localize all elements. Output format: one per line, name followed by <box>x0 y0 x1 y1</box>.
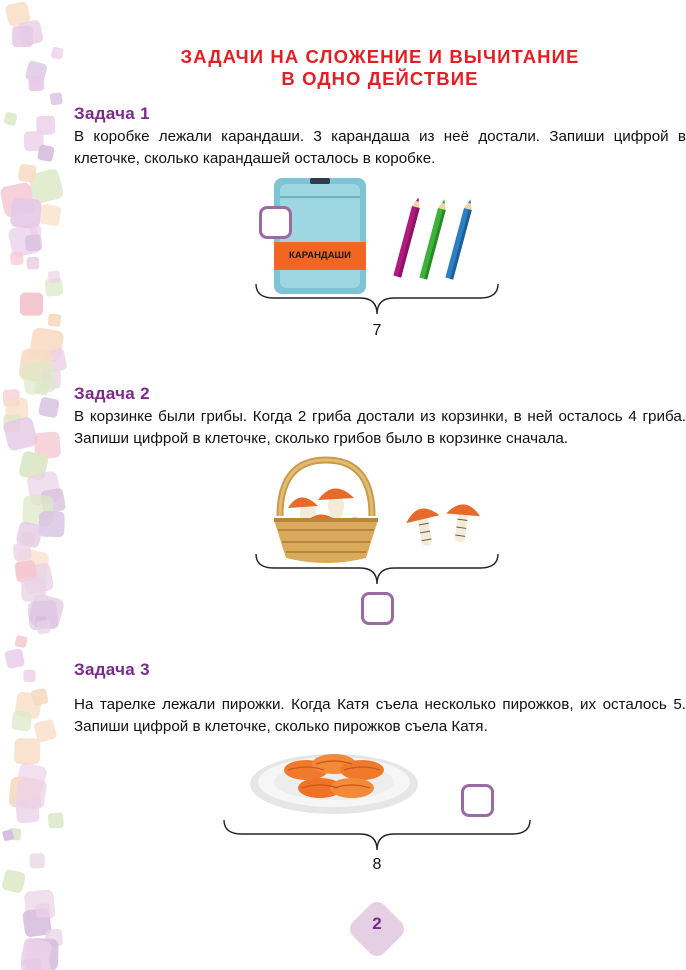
border-square <box>12 26 33 47</box>
border-square <box>13 542 32 561</box>
border-square <box>50 92 63 105</box>
border-square <box>51 46 64 59</box>
border-square <box>48 270 61 283</box>
border-square <box>29 795 42 808</box>
task-2-answer-box[interactable] <box>361 592 394 625</box>
task-3-brace <box>222 818 532 852</box>
task-3-answer-box[interactable] <box>461 784 494 817</box>
task-1-text: В коробке лежали карандаши. 3 карандаша из неё достали. Запиши цифрой в клеточке, сколько карандашей осталось в коробке. <box>74 128 686 167</box>
colored-pencils-illustration <box>384 198 480 290</box>
task-1-answer-box[interactable] <box>259 206 292 239</box>
task-2-brace <box>254 552 500 586</box>
border-square <box>10 197 43 230</box>
task-1-heading: Задача 1 <box>74 104 150 123</box>
border-square <box>11 710 32 731</box>
border-square <box>10 252 24 266</box>
plate-of-pies-illustration <box>248 748 420 818</box>
decorative-border <box>0 0 70 970</box>
border-square <box>38 396 60 418</box>
page-number: 2 <box>372 914 382 933</box>
two-mushrooms-illustration <box>402 494 492 546</box>
border-square <box>28 75 44 91</box>
border-square <box>27 257 40 270</box>
task-3-heading: Задача 3 <box>74 660 150 679</box>
border-square <box>18 164 37 183</box>
mushroom-basket-illustration <box>268 454 384 568</box>
pencil-box-label: КАРАНДАШИ <box>289 250 351 261</box>
border-square <box>1 869 26 894</box>
page-title-line-1: ЗАДАЧИ НА СЛОЖЕНИЕ И ВЫЧИТАНИЕ <box>180 46 580 67</box>
task-3-text: На тарелке лежали пирожки. Когда Катя съела несколько пирожков, их осталось 5. Запиши цифрой в клеточке, сколько пирожков съела Катя. <box>74 696 686 735</box>
task-3-total: 8 <box>372 856 382 873</box>
border-square <box>35 577 45 587</box>
border-square <box>33 379 50 396</box>
border-square <box>20 292 44 316</box>
border-square <box>36 619 52 635</box>
border-square <box>39 204 62 227</box>
task-1-total: 7 <box>372 322 382 339</box>
border-square <box>37 144 55 162</box>
task-2-text: В корзинке были грибы. Когда 2 гриба достали из корзинки, в ней осталось 4 гриба. Запиши цифрой в клеточке, сколько грибов было в корзинке сначала. <box>74 408 686 447</box>
border-square <box>14 738 41 765</box>
border-square <box>39 511 65 537</box>
border-square <box>30 853 45 868</box>
border-square <box>3 112 18 127</box>
border-square <box>35 903 50 918</box>
border-square <box>14 635 27 648</box>
page-title-line-2: В ОДНО ДЕЙСТВИЕ <box>281 68 479 89</box>
border-square <box>30 688 48 706</box>
border-square <box>48 813 64 829</box>
task-2-heading: Задача 2 <box>74 384 150 403</box>
border-square <box>23 670 35 682</box>
border-square <box>4 648 25 669</box>
border-square <box>25 234 43 252</box>
border-square <box>48 313 62 327</box>
task-1-brace <box>254 282 500 316</box>
